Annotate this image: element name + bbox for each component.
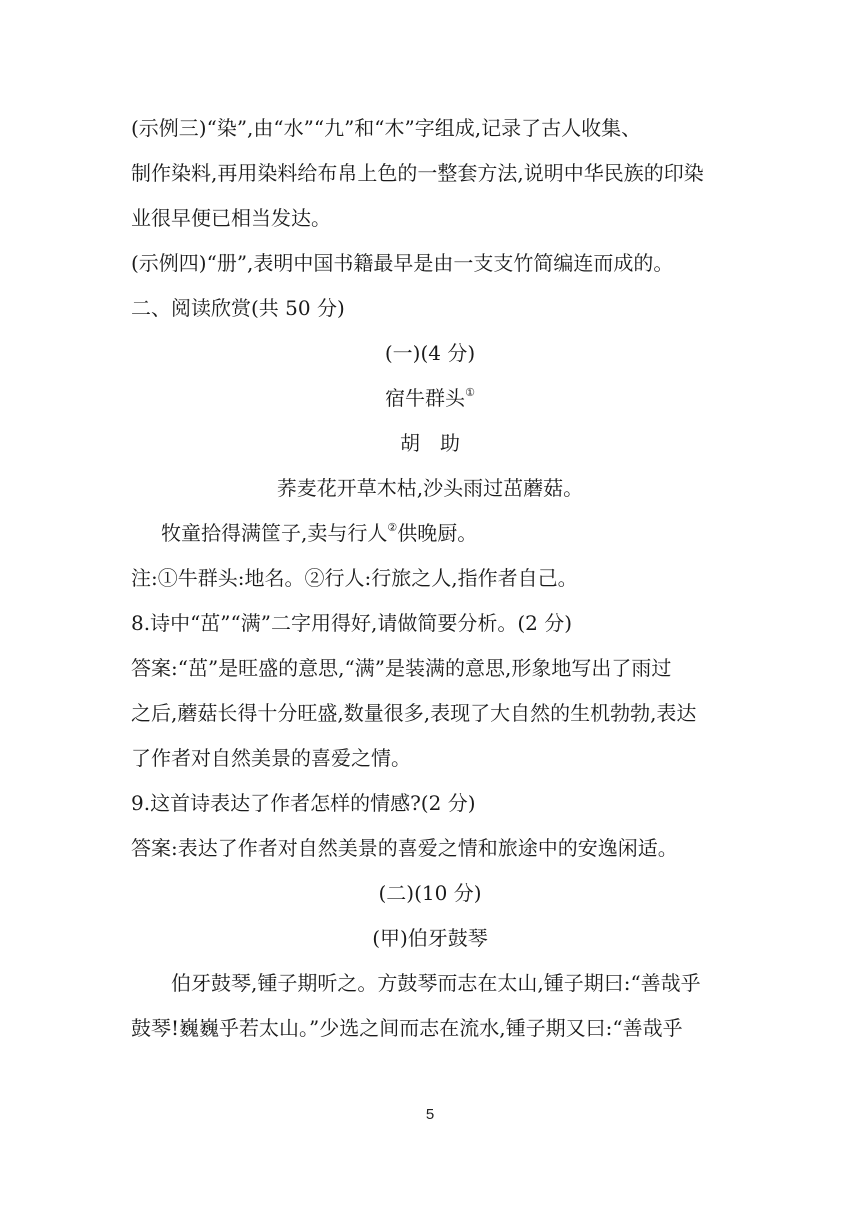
text-line: (示例三)“染”,由“水”“九”和“木”字组成,记录了古人收集、 (131, 116, 642, 140)
footnote-marker: ② (387, 521, 398, 534)
text-line: 制作染料,再用染料给布帛上色的一整套方法,说明中华民族的印染 (131, 161, 704, 185)
poem-verse (161, 519, 477, 547)
answer-line: 答案:“茁”是旺盛的意思,“满”是装满的意思,形象地写出了雨过 (131, 656, 672, 680)
question-9: 9.这首诗表达了作者怎样的情感?(2 分) (131, 791, 476, 815)
passage-title: (甲)伯牙鼓琴 (372, 926, 488, 950)
text-line: (示例四)“册”,表明中国书籍最早是由一支支竹简编连而成的。 (131, 251, 674, 275)
subsection-heading: (二)(10 分) (378, 881, 482, 905)
answer-line: 答案:表达了作者对自然美景的喜爱之情和旅途中的安逸闲适。 (131, 836, 678, 860)
poem-title (0, 384, 860, 412)
poem-verse-text: 供晚厨。 (397, 521, 478, 545)
poem-author: 胡 助 (400, 431, 460, 455)
answer-line: 之后,蘑菇长得十分旺盛,数量很多,表现了大自然的生机勃勃,表达 (131, 701, 697, 725)
text-line: 业很早便已相当发达。 (131, 206, 331, 230)
footnote: 注:①牛群头:地名。②行人:行旅之人,指作者自己。 (131, 566, 578, 590)
question-8: 8.诗中“茁”“满”二字用得好,请做简要分析。(2 分) (131, 611, 573, 635)
passage-line: 伯牙鼓琴,锺子期听之。方鼓琴而志在太山,锺子期曰:“善哉乎 (171, 971, 701, 995)
poem-verse-text: 牧童拾得满筐子,卖与行人 (161, 521, 388, 545)
poem-title-text: 宿牛群头 (385, 386, 466, 410)
passage-line: 鼓琴!巍巍乎若太山。”少选之间而志在流水,锺子期又曰:“善哉乎 (131, 1016, 683, 1040)
subsection-heading: (一)(4 分) (384, 341, 476, 365)
section-heading: 二、阅读欣赏(共 50 分) (131, 296, 345, 320)
page-number: 5 (425, 1106, 435, 1123)
footnote-marker: ① (465, 386, 475, 399)
answer-line: 了作者对自然美景的喜爱之情。 (131, 746, 411, 770)
poem-verse: 荞麦花开草木枯,沙头雨过茁蘑菇。 (276, 476, 584, 500)
